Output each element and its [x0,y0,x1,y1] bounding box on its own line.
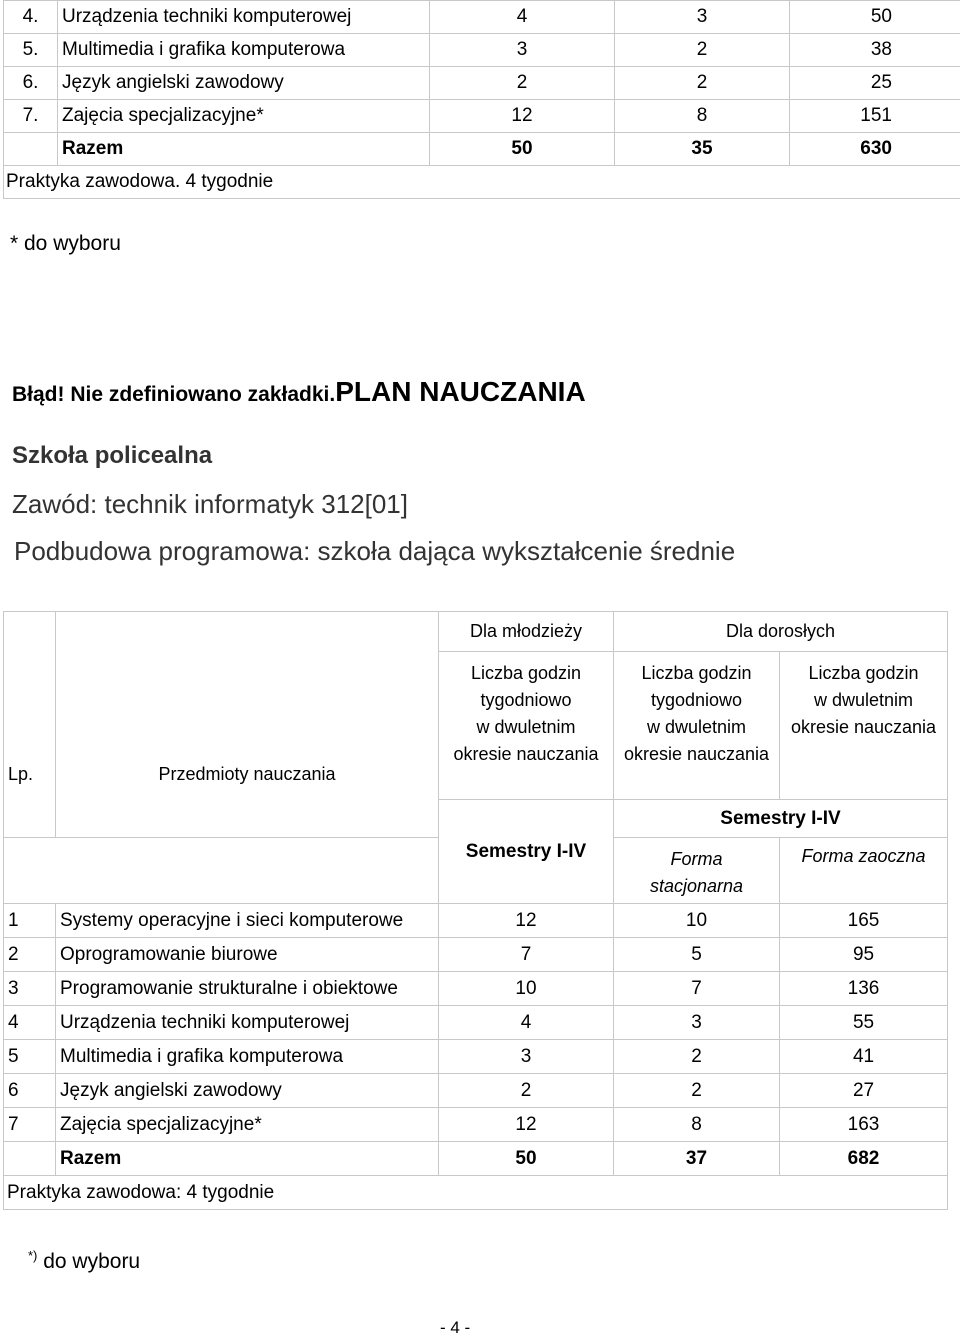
hours-part-time: 27 [780,1074,948,1108]
table-row [4,938,948,972]
header-line: okresie nauczania [618,741,775,768]
header-line: okresie nauczania [784,714,943,741]
header-line: okresie nauczania [443,741,609,768]
hours-youth: 2 [439,1074,614,1108]
hours-youth: 7 [439,938,614,972]
header-line: stacjonarna [618,873,775,900]
hours-total: 50 [790,1,960,34]
hours-part-time: 165 [780,904,948,938]
footnote-top: * do wyboru [10,232,121,256]
hours-part-time: 136 [780,972,948,1006]
profession: Zawód: technik informatyk 312[01] [12,489,408,520]
hours-weekly-2: 2 [615,67,790,100]
subject-name: Programowanie strukturalne i obiektowe [56,972,439,1006]
row-number: 5. [4,34,58,67]
row-number: 5 [4,1040,56,1074]
practice-text: Praktyka zawodowa: 4 tygodnie [4,1176,948,1210]
empty-cell [4,1142,56,1176]
total-row [4,1142,948,1176]
header-line: Liczba godzin [618,660,775,687]
row-number: 4. [4,1,58,34]
semesters-youth: Semestry I-IV [439,800,614,904]
hours-weekly: 3 [430,34,615,67]
hours-full-time: 10 [614,904,780,938]
footnote-marker: *) [28,1248,37,1263]
row-number: 2 [4,938,56,972]
hours-full-time: 5 [614,938,780,972]
table-row [4,100,960,133]
row-number: 1 [4,904,56,938]
total-b: 35 [615,133,790,166]
hours-col-adults-full [614,652,780,800]
hours-total: 38 [790,34,960,67]
subject-name: Oprogramowanie biurowe [56,938,439,972]
top-curriculum-table [3,0,960,199]
empty-cell [4,133,58,166]
table-row [4,1074,948,1108]
page-title: PLAN NAUCZANIA [335,376,585,407]
subjects-header: Przedmioty nauczania [56,612,439,838]
row-number: 7 [4,1108,56,1142]
hours-youth: 3 [439,1040,614,1074]
subject-name: Multimedia i grafika komputerowa [56,1040,439,1074]
practice-row [4,1176,948,1210]
heading-line [12,376,586,408]
hours-full-time: 7 [614,972,780,1006]
header-line: Liczba godzin [443,660,609,687]
subject-name: Urządzenia techniki komputerowej [58,1,430,34]
header-line: w dwuletnim [443,714,609,741]
total-label: Razem [58,133,430,166]
lp-subjects-spacer [4,838,439,904]
subject-name: Język angielski zawodowy [56,1074,439,1108]
hours-full-time: 8 [614,1108,780,1142]
table-row [4,972,948,1006]
hours-youth: 10 [439,972,614,1006]
subject-name: Multimedia i grafika komputerowa [58,34,430,67]
header-line: tygodniowo [443,687,609,714]
total-full-time: 37 [614,1142,780,1176]
table-row [4,1108,948,1142]
practice-row [4,166,960,199]
hours-part-time: 95 [780,938,948,972]
subject-name: Zajęcia specjalizacyjne* [56,1108,439,1142]
hours-total: 151 [790,100,960,133]
hours-full-time: 3 [614,1006,780,1040]
youth-header: Dla młodzieży [439,612,614,652]
hours-weekly: 2 [430,67,615,100]
row-number: 7. [4,100,58,133]
hours-col-adults-part [780,652,948,800]
header-line: w dwuletnim [618,714,775,741]
table-row [4,1040,948,1074]
adults-header: Dla dorosłych [614,612,948,652]
hours-weekly: 4 [430,1,615,34]
row-number: 4 [4,1006,56,1040]
row-number: 6. [4,67,58,100]
hours-weekly-2: 8 [615,100,790,133]
table-row [4,67,960,100]
hours-part-time: 41 [780,1040,948,1074]
total-youth: 50 [439,1142,614,1176]
header-line: Forma [618,846,775,873]
row-number: 3 [4,972,56,1006]
total-a: 50 [430,133,615,166]
table-row [4,904,948,938]
hours-part-time: 163 [780,1108,948,1142]
hours-col-youth [439,652,614,800]
table-row [4,1,960,34]
footnote-bottom [28,1250,140,1274]
hours-youth: 12 [439,904,614,938]
total-c: 630 [790,133,960,166]
hours-full-time: 2 [614,1074,780,1108]
hours-full-time: 2 [614,1040,780,1074]
subject-name: Język angielski zawodowy [58,67,430,100]
practice-text: Praktyka zawodowa. 4 tygodnie [4,166,960,199]
bookmark-error: Błąd! Nie zdefiniowano zakładki. [12,383,335,406]
hours-youth: 4 [439,1006,614,1040]
table-row [4,34,960,67]
subject-name: Systemy operacyjne i sieci komputerowe [56,904,439,938]
header-line: w dwuletnim [784,687,943,714]
form-part-time: Forma zaoczna [780,838,948,904]
total-row [4,133,960,166]
hours-part-time: 55 [780,1006,948,1040]
school-type: Szkoła policealna [12,442,212,470]
subject-name: Zajęcia specjalizacyjne* [58,100,430,133]
hours-weekly-2: 2 [615,34,790,67]
program-base: Podbudowa programowa: szkoła dająca wykształcenie średnie [14,536,735,567]
form-full-time [614,838,780,904]
row-number: 6 [4,1074,56,1108]
hours-youth: 12 [439,1108,614,1142]
main-curriculum-table [3,611,948,1210]
table-row [4,1006,948,1040]
header-line: Liczba godzin [784,660,943,687]
hours-weekly-2: 3 [615,1,790,34]
total-label: Razem [56,1142,439,1176]
semesters-adults: Semestry I-IV [614,800,948,838]
hours-weekly: 12 [430,100,615,133]
lp-header: Lp. [4,612,56,838]
header-row-1 [4,612,948,652]
subject-name: Urządzenia techniki komputerowej [56,1006,439,1040]
footnote-text: do wyboru [37,1250,140,1273]
total-part-time: 682 [780,1142,948,1176]
header-line: tygodniowo [618,687,775,714]
page-number: - 4 - [440,1318,470,1338]
hours-total: 25 [790,67,960,100]
